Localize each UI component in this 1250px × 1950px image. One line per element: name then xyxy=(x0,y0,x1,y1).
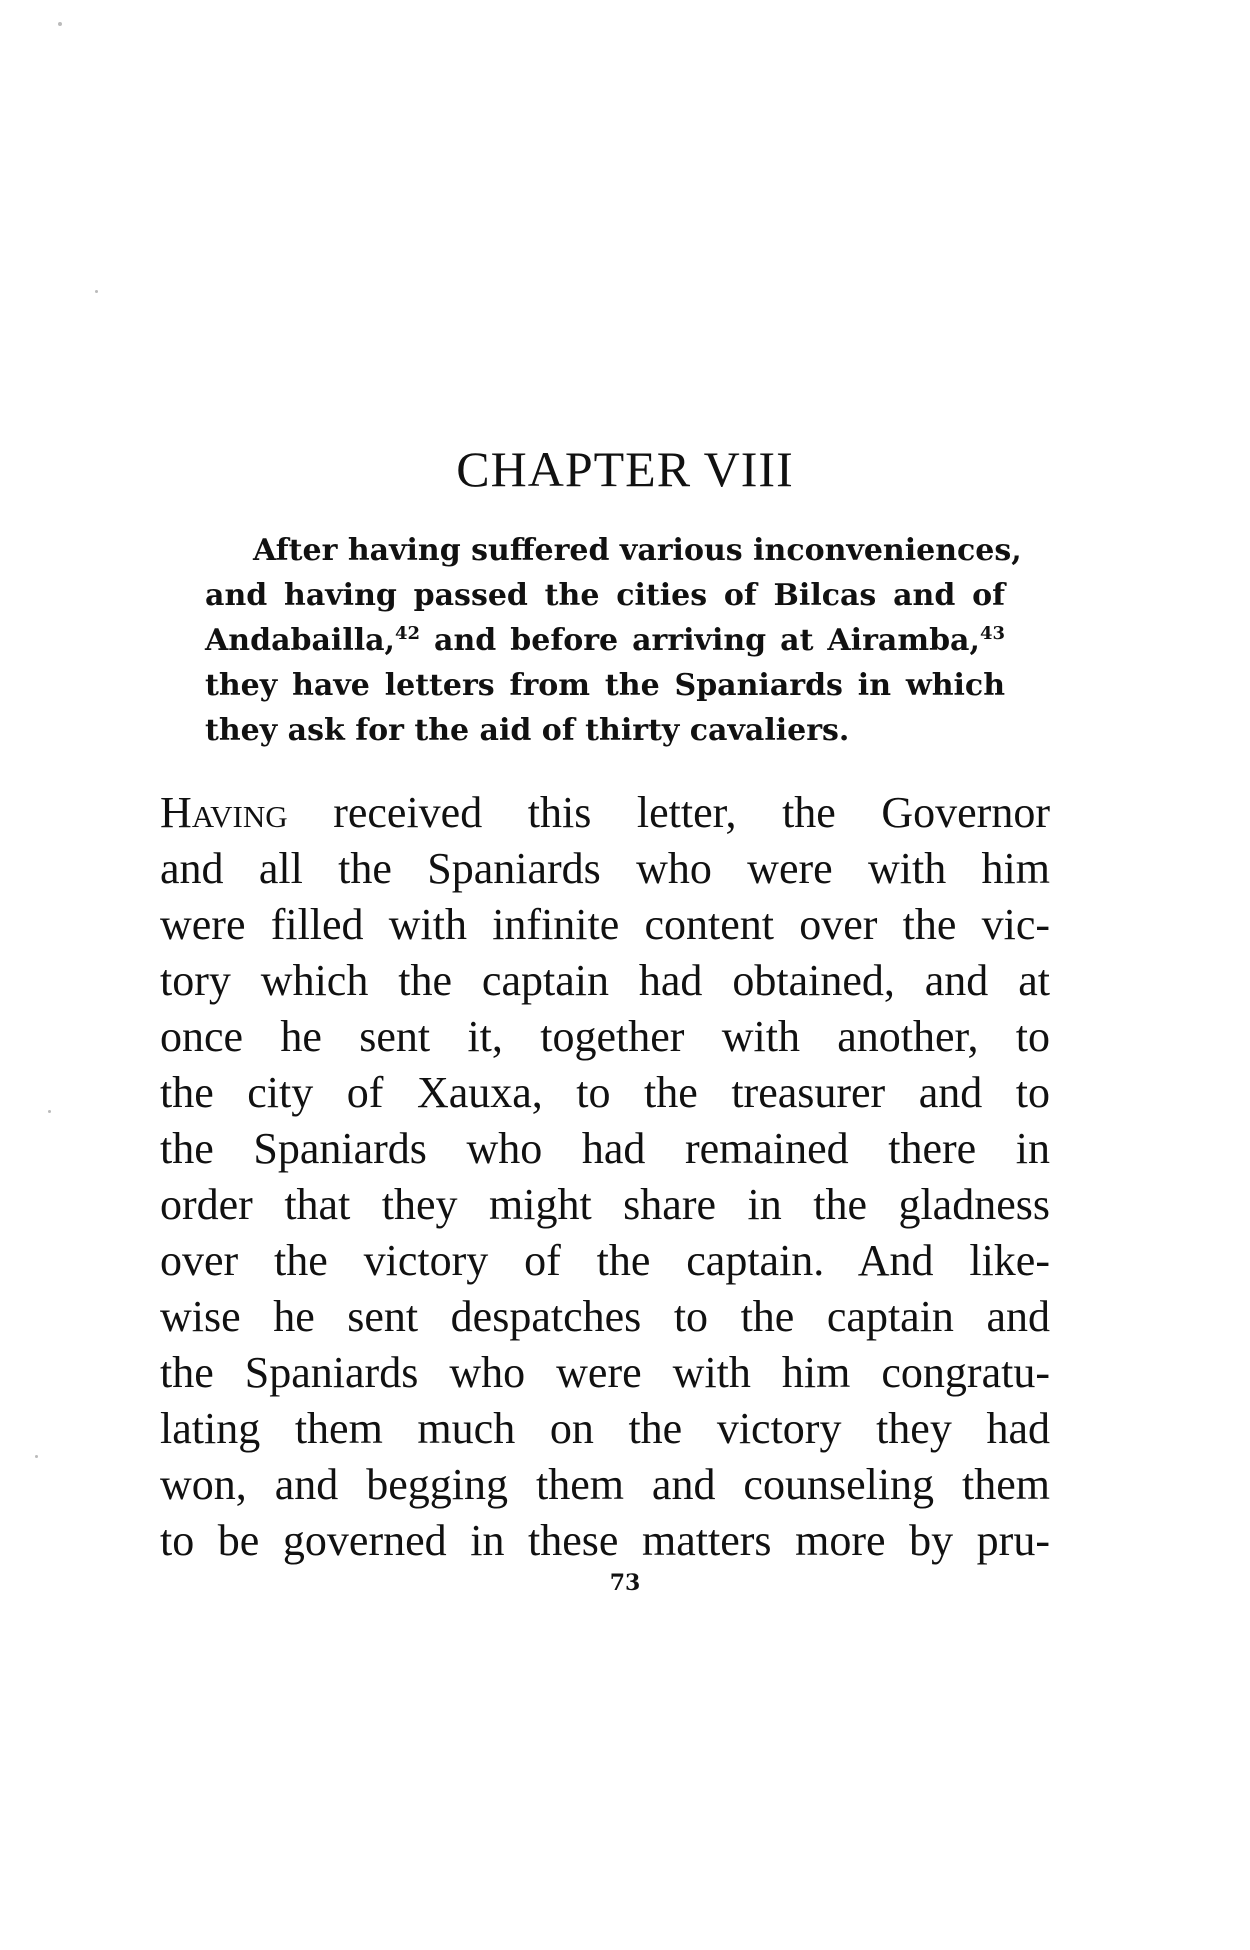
footnote-reference: 43 xyxy=(979,623,1005,644)
body-line: were filled with infinite content over the vic- xyxy=(160,900,1050,949)
summary-line-text: Andabailla, xyxy=(205,623,395,658)
paper-speck xyxy=(48,1110,51,1113)
body-line: the Spaniards who had remained there in xyxy=(160,1124,1050,1173)
summary-line: they ask for the aid of thirty cavaliers. xyxy=(205,713,850,748)
summary-line-text: and before arriving at Airamba, xyxy=(434,623,980,658)
footnote-reference: 42 xyxy=(395,623,421,644)
body-line: tory which the captain had obtained, and at xyxy=(160,956,1050,1005)
body-line: order that they might share in the gladness xyxy=(160,1180,1050,1229)
body-line: over the victory of the captain. And like- xyxy=(160,1236,1050,1285)
body-line: lating them much on the victory they had xyxy=(160,1404,1050,1453)
chapter-summary xyxy=(205,528,1022,753)
body-paragraph xyxy=(160,785,1050,1569)
body-first-line xyxy=(160,785,1050,841)
body-line: and all the Spaniards who were with him xyxy=(160,844,1050,893)
body-line: wise he sent despatches to the captain and xyxy=(160,1292,1050,1341)
paper-speck xyxy=(95,290,98,293)
body-line: won, and begging them and counseling them xyxy=(160,1460,1050,1509)
summary-line: After having suffered various inconveniences, xyxy=(253,533,1022,568)
body-line: the Spaniards who were with him congratu- xyxy=(160,1348,1050,1397)
summary-line: they have letters from the Spaniards in which xyxy=(205,668,1005,703)
body-line: to be governed in these matters more by pru- xyxy=(160,1516,1050,1565)
body-line: once he sent it, together with another, to xyxy=(160,1012,1050,1061)
paper-speck xyxy=(35,1455,38,1458)
summary-line-with-footnotes xyxy=(205,618,1005,663)
paper-speck xyxy=(58,22,62,26)
page-number: 73 xyxy=(609,1570,641,1596)
summary-line: and having passed the cities of Bilcas and of xyxy=(205,578,1005,613)
body-line-text: received this letter, the Governor xyxy=(287,788,1050,837)
body-line: the city of Xauxa, to the treasurer and to xyxy=(160,1068,1050,1117)
lead-word: Having xyxy=(160,788,288,837)
chapter-title: CHAPTER VIII xyxy=(456,441,794,497)
